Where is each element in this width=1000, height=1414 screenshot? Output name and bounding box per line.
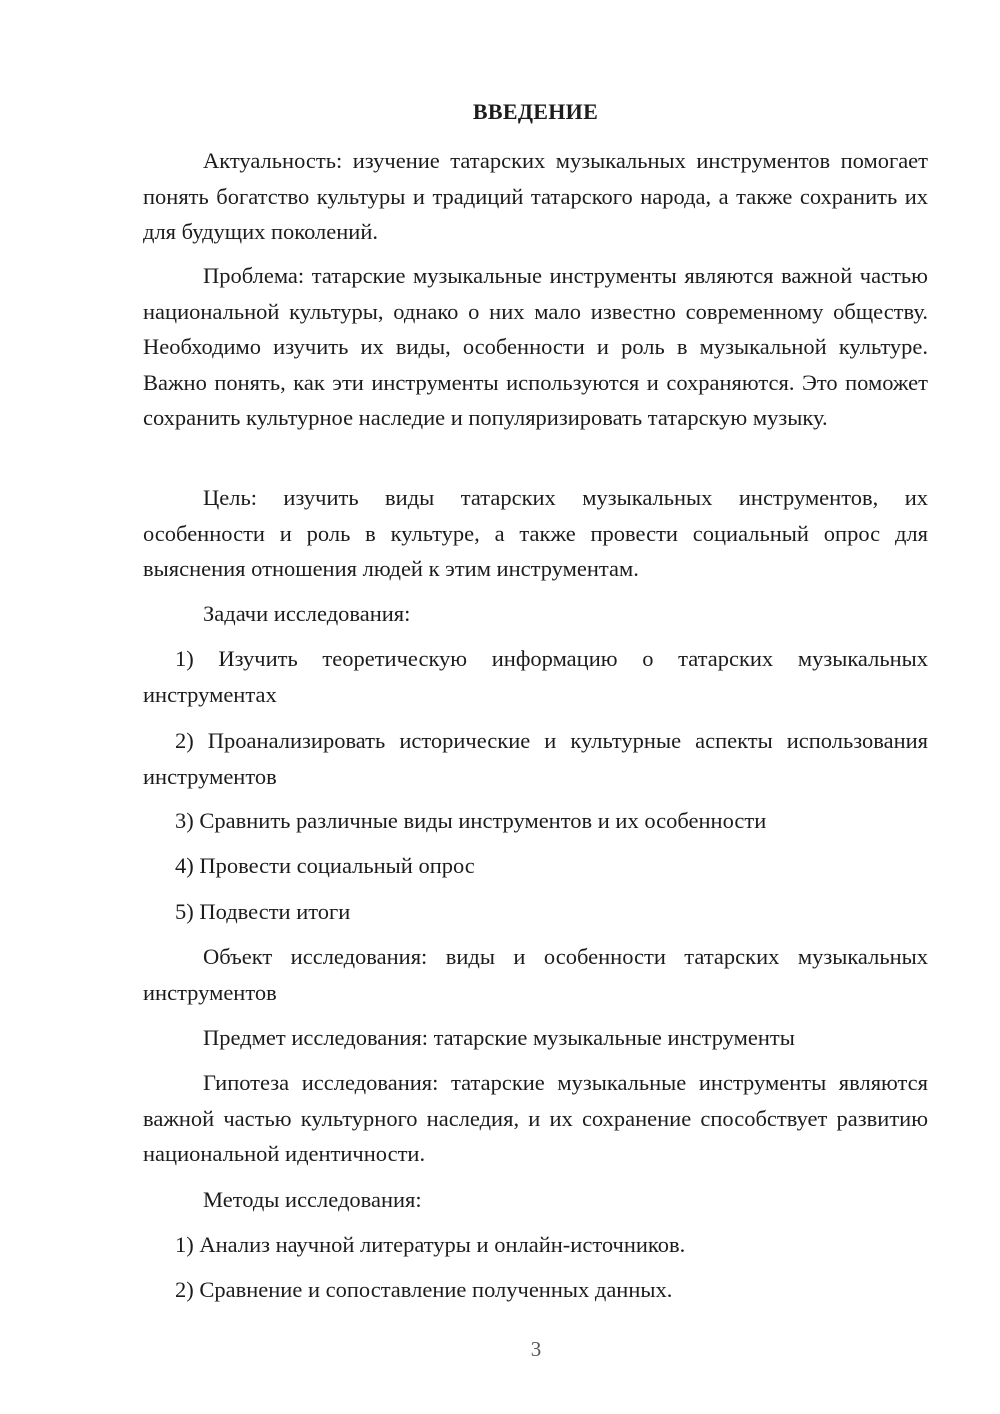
paragraph-object: Объект исследования: виды и особенности татарских музыкальных инструментов xyxy=(143,944,928,1005)
paragraph-goal: Цель: изучить виды татарских музыкальных инструментов, их особенности и роль в культуре, а также провести социальный опрос для выяснения отношения людей к этим инструментам. xyxy=(143,485,928,581)
paragraph-subject: Предмет исследования: татарские музыкальные инструменты xyxy=(203,1025,795,1050)
list-item-method-2: 2) Сравнение и сопоставление полученных данных. xyxy=(175,1277,673,1302)
list-item-method-1: 1) Анализ научной литературы и онлайн-источников. xyxy=(175,1232,686,1257)
paragraph-methods-heading: Методы исследования: xyxy=(203,1187,422,1212)
list-item-task-4: 4) Провести социальный опрос xyxy=(175,853,475,878)
page-title: ВВЕДЕНИЕ xyxy=(472,99,599,124)
paragraph-relevance: Актуальность: изучение татарских музыкальных инструментов помогает понять богатство культуры и традиций татарского народа, а также сохранить их для будущих поколений. xyxy=(143,148,928,244)
paragraph-tasks-heading: Задачи исследования: xyxy=(203,601,411,626)
page-number: 3 xyxy=(530,1337,542,1361)
list-item-task-2: 2) Проанализировать исторические и культурные аспекты использования инструментов xyxy=(143,728,928,789)
list-item-task-1: 1) Изучить теоретическую информацию о татарских музыкальных инструментах xyxy=(143,646,928,707)
paragraph-problem: Проблема: татарские музыкальные инструменты являются важной частью национальной культуры, однако о них мало известно современному обществу. Необходимо изучить их виды, особенности и роль в музыкальной культуре. Важно понять, как эти инструменты используются и сохраняются. Это поможет сохранить культурное наследие и популяризировать татарскую музыку. xyxy=(143,263,928,430)
paragraph-hypothesis: Гипотеза исследования: татарские музыкальные инструменты являются важной частью культурного наследия, и их сохранение способствует развитию национальной идентичности. xyxy=(143,1070,928,1166)
list-item-task-3: 3) Сравнить различные виды инструментов и их особенности xyxy=(175,808,767,833)
list-item-task-5: 5) Подвести итоги xyxy=(175,899,351,924)
